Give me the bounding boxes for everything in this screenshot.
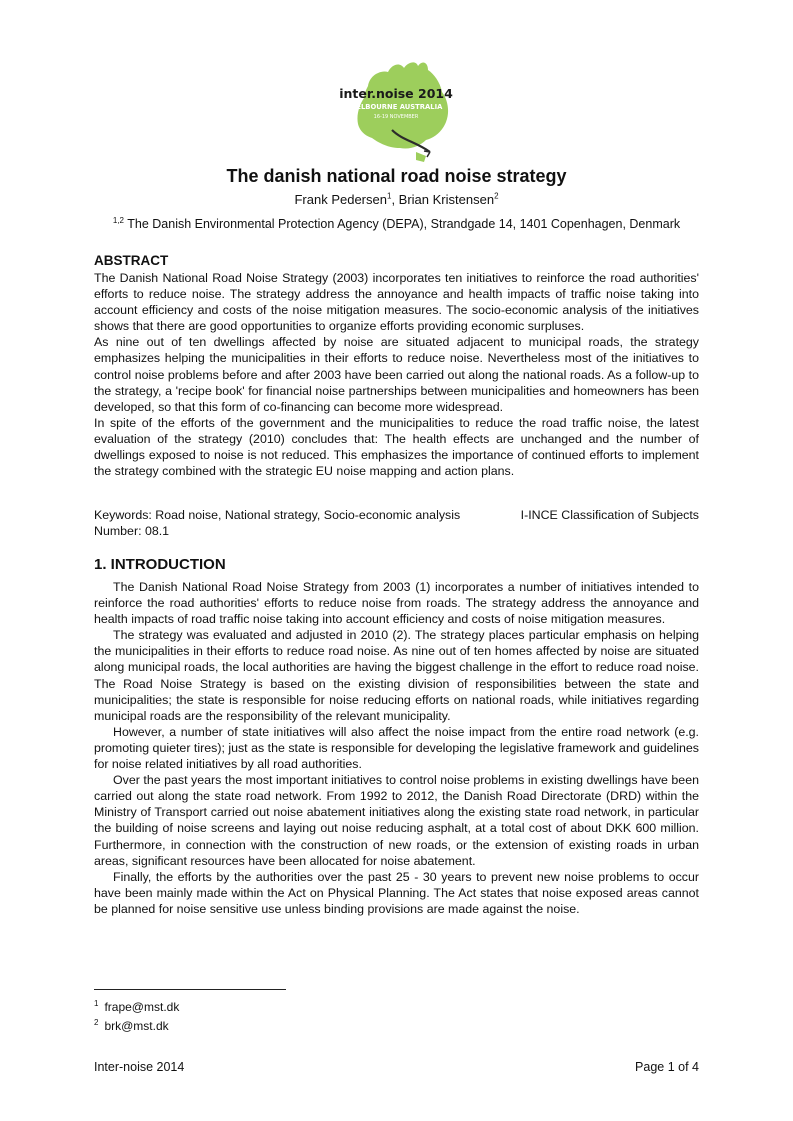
author-list: [0, 192, 793, 207]
abstract-paragraph: As nine out of ten dwellings affected by noise are situated adjacent to municipal roads, the strategy emphasizes helping the municipalities in their efforts to reduce noise. Nevertheless most of the initiatives to control noise problems before and after 2003 have been carried out along the national roads. As a follow-up to the strategy, a 'recipe book' for financial noise partnerships between municipalities and homeowners has been developed, so that this form of co-financing can become more widespread.: [94, 335, 699, 414]
introduction-paragraph: The Danish National Road Noise Strategy from 2003 (1) incorporates a number of initiatives intended to reinforce the road authorities' efforts to reduce noise from roads. The strategy address the annoyance and health impacts of road traffic noise taking into account efficiency and costs of noise mitigation measures.: [94, 580, 699, 627]
page-number: Page 1 of 4: [635, 1060, 699, 1074]
logo-location: MELBOURNE AUSTRALIA: [349, 103, 443, 111]
footnote-email-link[interactable]: brk@mst.dk: [104, 1019, 169, 1033]
footnote: [94, 1015, 179, 1034]
abstract-paragraph: The Danish National Road Noise Strategy (2003) incorporates ten initiatives to reinforce the road authorities' efforts to reduce noise. The strategy address the annoyance and health impacts of traffic noise taking into account efficiency and costs of the noise mitigation measures. The socio-economic analysis of the initiatives shows that there are good opportunities to organize efforts providing economic surpluses.: [94, 271, 699, 334]
footnote-email-link[interactable]: frape@mst.dk: [104, 1000, 180, 1014]
abstract-heading: ABSTRACT: [94, 253, 169, 268]
logo-title: inter.noise 2014: [339, 86, 453, 101]
introduction-paragraph: The strategy was evaluated and adjusted in 2010 (2). The strategy places particular emphasis on helping the municipalities in their efforts to reduce road noise. As nine out of ten homes affected by noise are situated along municipal roads, the local authorities are having the biggest challenge in the effort to reduce road noise. The Road Noise Strategy is based on the existing division of responsibilities between the state and municipalities; the state is responsible for noise reducing efforts on national roads, while initiatives regarding municipal roads are the responsibility of the relevant municipality.: [94, 628, 699, 723]
footer-conference: Inter-noise 2014: [94, 1060, 185, 1074]
introduction-body: [94, 579, 699, 917]
affiliation-mark: 1,2: [112, 215, 124, 225]
affiliation-text: The Danish Environmental Protection Agency (DEPA), Strandgade 14, 1401 Copenhagen, Denmark: [124, 217, 681, 231]
author-name: Frank Pedersen: [294, 192, 387, 207]
author-affil-mark: 2: [494, 191, 499, 201]
footnote-number: 2: [94, 1018, 99, 1027]
keywords-block: [94, 507, 699, 539]
author-affil-mark: 1: [386, 191, 392, 201]
introduction-heading: 1. INTRODUCTION: [94, 556, 226, 573]
footnote: [94, 996, 179, 1015]
classification-text: I-INCE Classification of Subjects: [520, 508, 699, 522]
footnote-number: 1: [94, 999, 99, 1008]
page-footer: [94, 1060, 699, 1074]
classification-number: Number: 08.1: [94, 524, 170, 538]
introduction-paragraph: Over the past years the most important initiatives to control noise problems in existing dwellings have been carried out along the state road network. From 1992 to 2012, the Danish Road Directorate (DRD) within the Ministry of Transport carried out noise abatement initiatives along the existing state road network, in particular the building of noise screens and laying out noise reducing asphalt, at a total cost of about DKK 600 million. Furthermore, in connection with the construction of new roads, or the extension of existing roads in urban areas, significant resources have been allocated for noise abatement.: [94, 773, 699, 868]
introduction-paragraph: However, a number of state initiatives will also affect the noise impact from the entire road network (e.g. promoting quieter tires); just as the state is responsible for developing the legislative framework and guidelines for noise related initiatives by all road authorities.: [94, 724, 699, 772]
author-name: Brian Kristensen: [398, 192, 495, 207]
abstract-paragraph: In spite of the efforts of the government and the municipalities to reduce the road traffic noise, the latest evaluation of the strategy (2010) concludes that: The health effects are unchanged and the number of dwellings exposed to noise is not reduced. This emphasizes the importance of continued efforts to implement the strategy combined with the strategic EU noise mapping and action plans.: [94, 415, 699, 479]
conference-logo: [330, 56, 460, 166]
author-separator: ,: [391, 192, 399, 207]
introduction-paragraph: Finally, the efforts by the authorities over the past 25 - 30 years to prevent new noise problems to occur have been mainly made within the Act on Physical Planning. The Act states that noise exposed areas cannot be planned for noise sensitive use unless binding provisions are made against the noise.: [94, 869, 699, 916]
keywords-text: Keywords: Road noise, National strategy, Socio-economic analysis: [94, 508, 461, 522]
footnote-divider: [94, 989, 286, 990]
logo-dates: 16-19 NOVEMBER: [373, 114, 419, 120]
affiliation: [0, 217, 793, 231]
abstract-body: [94, 270, 699, 479]
australia-map-icon: [330, 56, 460, 166]
footnotes: [94, 996, 179, 1034]
paper-title: The danish national road noise strategy: [226, 166, 567, 186]
